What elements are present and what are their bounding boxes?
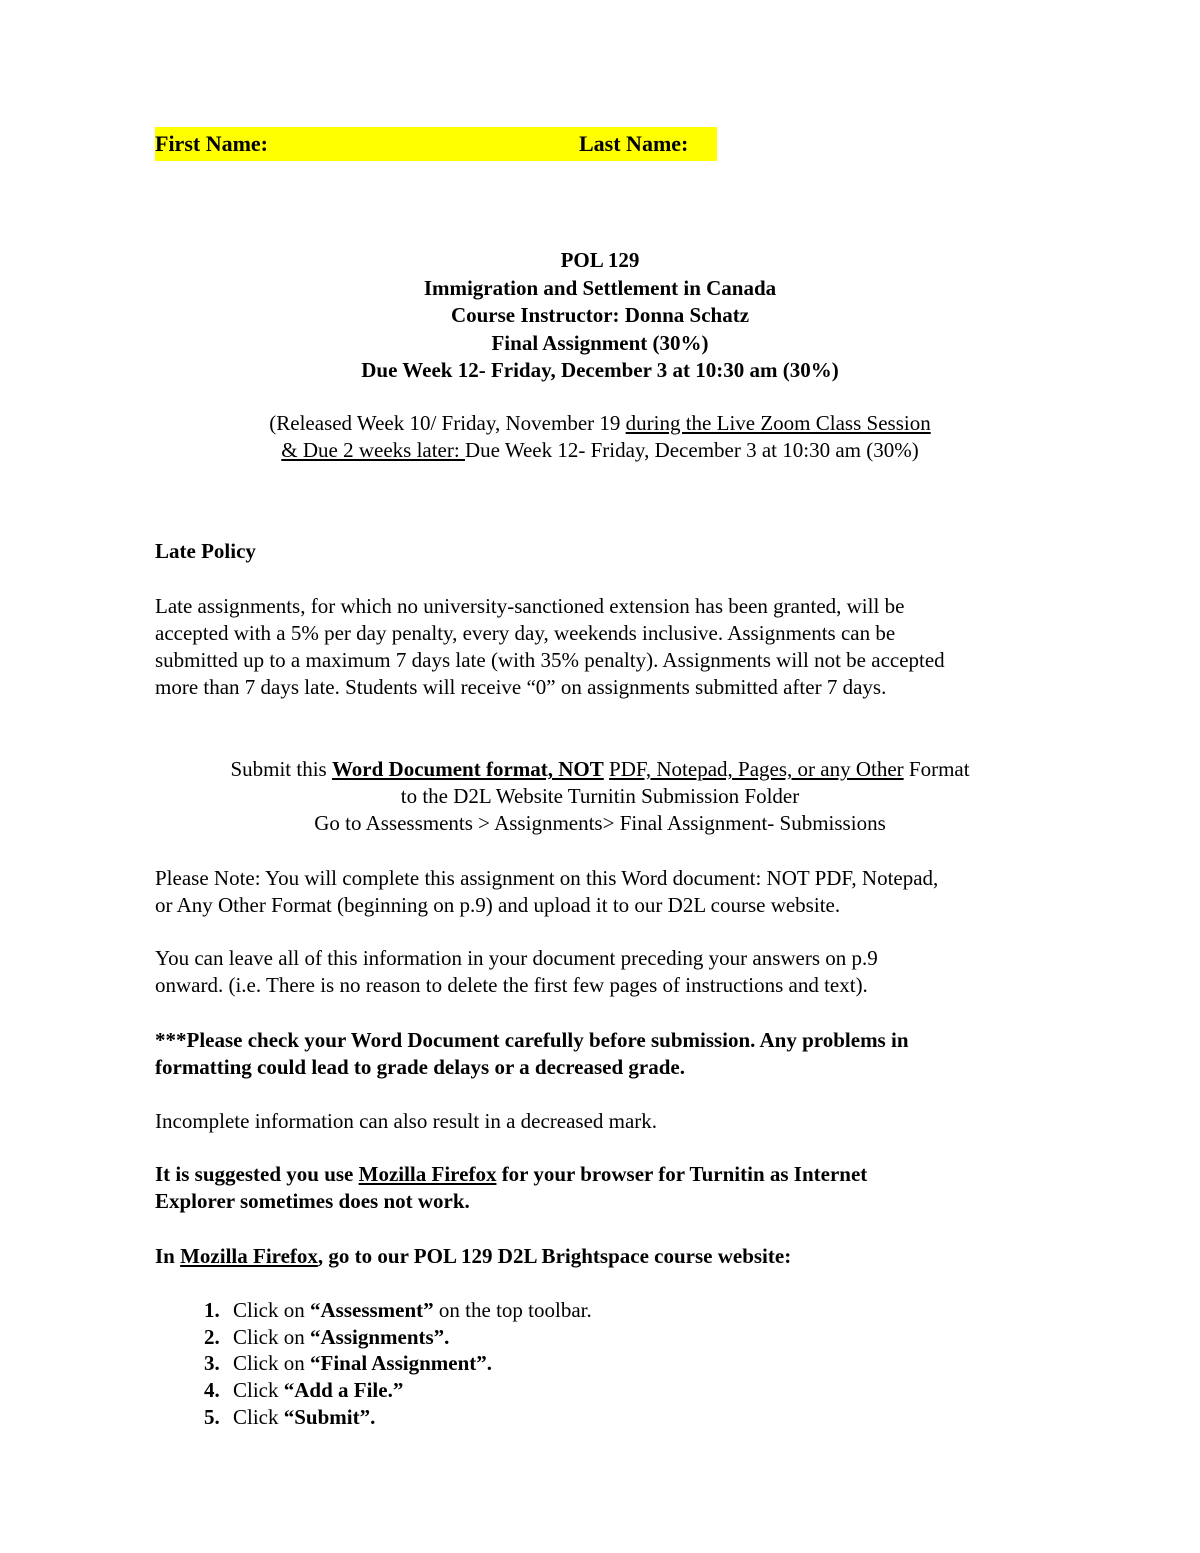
check-warning-line: formatting could lead to grade delays or a decreased grade. [155,1055,685,1079]
check-warning-line: ***Please check your Word Document carefully before submission. Any problems in [155,1028,909,1052]
submit-line-3: Go to Assessments > Assignments> Final Assignment- Submissions [314,811,886,835]
release-session-text: during the Live Zoom Class Session [625,411,931,435]
step-action: “Add a File.” [283,1378,404,1403]
submit-line-2: to the D2L Website Turnitin Submission Folder [400,784,800,808]
step-text: Click on [233,1324,310,1349]
submission-steps-list [155,1297,1025,1431]
late-policy-line: submitted up to a maximum 7 days late (with 35% penalty). Assignments will not be accepted [155,648,945,672]
firefox-goto-line [155,1243,1055,1270]
firefox-suggestion [155,1161,1055,1215]
step-action: “Final Assignment”. [310,1351,493,1376]
incomplete-note [155,1108,1055,1135]
submit-instructions [155,756,1045,837]
submission-step [225,1404,1025,1431]
step-text: Click [233,1378,284,1403]
please-note-line: or Any Other Format (beginning on p.9) and upload it to our D2L course website. [155,893,841,917]
course-title: Immigration and Settlement in Canada [423,275,777,300]
step-action: “Submit”. [283,1404,376,1429]
firefox-suggestion-prefix: It is suggested you use [155,1162,359,1186]
please-note-line: Please Note: You will complete this assignment on this Word document: NOT PDF, Notepad, [155,866,939,890]
name-fields-bar [155,127,717,161]
check-warning [155,1027,1055,1081]
release-line-2 [155,437,1045,464]
course-code: POL 129 [560,248,640,272]
firefox-suggestion-suffix: for your browser for Turnitin as Internet [496,1162,868,1186]
firefox-goto [155,1243,1055,1270]
submission-step [225,1377,1025,1404]
firefox-suggestion-line-1 [155,1161,1055,1188]
step-text: Click on [233,1298,310,1322]
late-policy-line: more than 7 days late. Students will receive “0” on assignments submitted after 7 days. [155,675,887,699]
firefox-suggestion-line-2: Explorer sometimes does not work. [155,1189,470,1213]
due-date: Due Week 12- Friday, December 3 at 10:30 am (30%) [361,358,839,382]
submit-suffix: Format [903,757,970,781]
step-action: “Assignments”. [310,1324,450,1349]
step-text: Click on [233,1351,310,1376]
late-policy-line: Late assignments, for which no university-sanctioned extension has been granted, will be [155,594,905,618]
late-policy-line: accepted with a 5% per day penalty, every day, weekends inclusive. Assignments can be [155,621,896,645]
incomplete-note-text: Incomplete information can also result in a decreased mark. [155,1109,658,1133]
release-line-1 [155,410,1045,437]
last-name-label: Last Name: [579,131,689,156]
mozilla-firefox-link[interactable]: Mozilla Firefox [358,1162,497,1186]
firefox-goto-suffix: , go to our POL 129 D2L Brightspace course website: [317,1244,792,1268]
step-text: Click [233,1404,284,1429]
leave-info-line: onward. (i.e. There is no reason to delete the first few pages of instructions and text). [155,973,868,997]
late-policy-section [155,538,1055,565]
course-instructor: Course Instructor: Donna Schatz [450,303,750,327]
due-later-text: & Due 2 weeks later: [281,438,465,462]
leave-info-line: You can leave all of this information in your document preceding your answers on p.9 [155,946,878,970]
submit-line-1 [155,756,1045,783]
step-text-suffix: on the top toolbar. [433,1298,592,1322]
late-policy-heading: Late Policy [155,539,256,563]
submission-step [225,1324,1025,1351]
other-formats-text: PDF, Notepad, Pages, or any Other [609,757,904,781]
step-action: “Assessment” [310,1298,434,1322]
firefox-goto-prefix: In [155,1244,181,1268]
mozilla-firefox-link[interactable]: Mozilla Firefox [180,1244,318,1268]
course-header [155,247,1045,385]
please-note [155,865,1055,919]
first-name-label: First Name: [155,131,269,156]
submission-step [225,1297,1025,1324]
leave-info [155,945,1055,999]
due-text: Due Week 12- Friday, December 3 at 10:30 am (30%) [464,438,919,462]
late-policy-body [155,593,1055,701]
assignment-title: Final Assignment (30%) [491,330,709,355]
release-text: (Released Week 10/ Friday, November 19 [269,411,626,435]
release-info [155,410,1045,464]
submission-step [225,1350,1025,1377]
submit-prefix: Submit this [230,757,332,781]
word-format-text: Word Document format, NOT [331,757,604,781]
